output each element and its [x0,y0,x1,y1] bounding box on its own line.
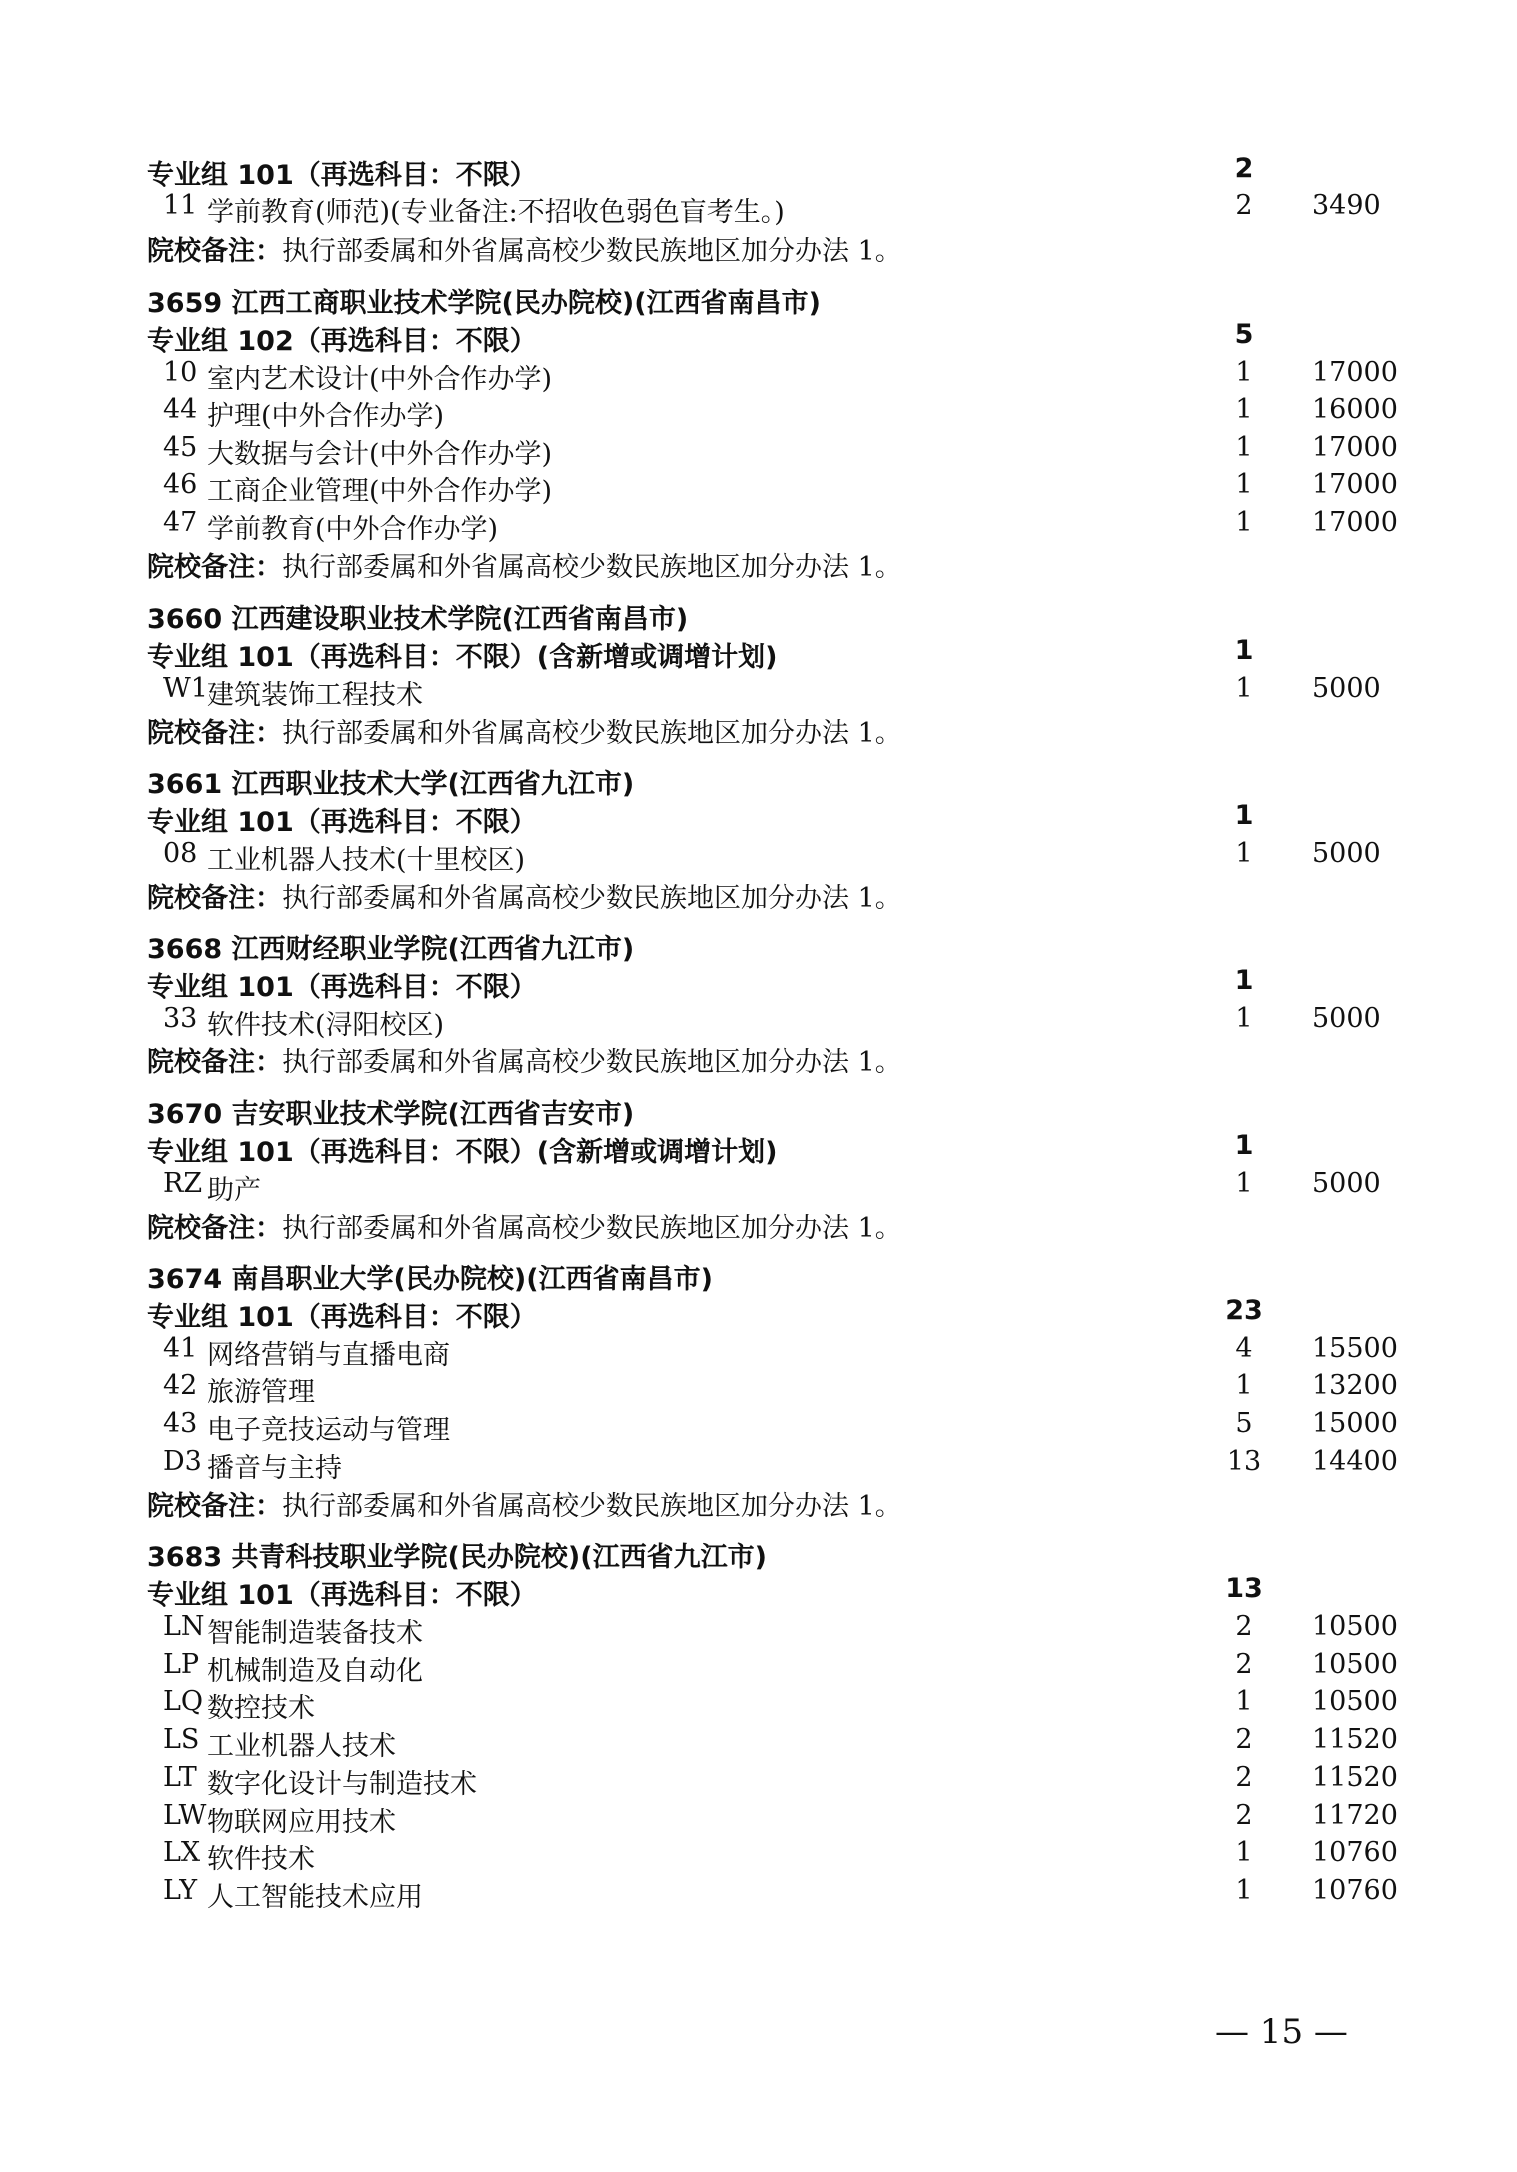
school-header [0,1092,1517,1130]
major-tuition: 5000 [1312,673,1381,704]
school-title: 3668 江西财经职业学院(江西省九江市) [147,934,635,965]
major-row [0,1762,1517,1800]
major-plan-count: 1 [1235,357,1253,388]
major-row [0,394,1517,432]
major-plan-count: 1 [1235,507,1253,538]
school-title: 3670 吉安职业技术学院(江西省吉安市) [147,1099,635,1130]
major-code: 11 [163,190,198,221]
major-row [0,1408,1517,1446]
remark-label: 院校备注： [147,1491,282,1522]
school-title: 3659 江西工商职业技术学院(民办院校)(江西省南昌市) [147,288,821,319]
major-code: LT [163,1762,197,1793]
major-code: 42 [163,1370,198,1401]
remark-line [147,1206,902,1245]
school-remark [0,1484,1517,1522]
group-title: 专业组 101（再选科目：不限）(含新增或调增计划) [147,1137,778,1168]
school-title: 3660 江西建设职业技术学院(江西省南昌市) [147,604,689,635]
major-plan-count: 2 [1235,1649,1253,1680]
group-title: 专业组 101（再选科目：不限） [147,972,537,1003]
school-header [0,597,1517,635]
major-name: 旅游管理 [207,1377,315,1408]
remark-line [147,711,902,750]
remark-label: 院校备注： [147,883,282,914]
major-row [0,1003,1517,1041]
major-tuition: 11520 [1312,1762,1398,1793]
remark-label: 院校备注： [147,552,282,583]
major-name: 大数据与会计(中外合作办学) [207,439,553,470]
major-row [0,1333,1517,1371]
major-plan-count: 1 [1235,1003,1253,1034]
remark-label: 院校备注： [147,1047,282,1078]
major-name: 人工智能技术应用 [207,1882,423,1913]
major-name: 电子竞技运动与管理 [207,1415,450,1446]
major-name: 物联网应用技术 [207,1807,396,1838]
major-code: 44 [163,394,198,425]
major-tuition: 11520 [1312,1724,1398,1755]
group-plan-count: 1 [1234,635,1254,666]
major-row [0,1875,1517,1913]
school-title: 3661 江西职业技术大学(江西省九江市) [147,769,635,800]
major-group-row [0,153,1517,191]
remark-label: 院校备注： [147,1213,282,1244]
major-plan-count: 4 [1235,1333,1253,1364]
school-title: 3674 南昌职业大学(民办院校)(江西省南昌市) [147,1264,713,1295]
school-remark [0,1206,1517,1244]
major-name: 学前教育(师范)(专业备注:不招收色弱色盲考生。) [207,197,785,228]
major-code: 33 [163,1003,198,1034]
major-group-row [0,1573,1517,1611]
group-title: 专业组 101（再选科目：不限） [147,1580,537,1611]
school-header [0,762,1517,800]
group-plan-count: 13 [1225,1573,1263,1604]
group-plan-count: 2 [1234,153,1254,184]
major-group-row [0,1295,1517,1333]
major-code: LP [163,1649,200,1680]
school-header [0,281,1517,319]
major-plan-count: 1 [1235,838,1253,869]
major-group-row [0,800,1517,838]
major-name: 机械制造及自动化 [207,1656,423,1687]
major-group-row [0,1130,1517,1168]
major-name: 数字化设计与制造技术 [207,1769,477,1800]
major-name: 智能制造装备技术 [207,1618,423,1649]
major-tuition: 5000 [1312,1003,1381,1034]
group-plan-count: 1 [1234,965,1254,996]
school-remark [0,229,1517,267]
school-remark [0,711,1517,749]
major-code: LQ [163,1686,204,1717]
major-row [0,1837,1517,1875]
remark-line [147,229,902,268]
remark-text: 执行部委属和外省属高校少数民族地区加分办法 1。 [282,236,902,267]
major-code: RZ [163,1168,203,1199]
major-tuition: 17000 [1312,357,1398,388]
major-tuition: 15500 [1312,1333,1398,1364]
major-row [0,190,1517,228]
major-code: 45 [163,432,198,463]
remark-label: 院校备注： [147,236,282,267]
major-code: LY [163,1875,198,1906]
remark-label: 院校备注： [147,718,282,749]
major-row [0,1446,1517,1484]
major-code: D3 [163,1446,202,1477]
major-name: 工业机器人技术 [207,1731,396,1762]
remark-text: 执行部委属和外省属高校少数民族地区加分办法 1。 [282,1213,902,1244]
major-code: 43 [163,1408,198,1439]
major-code: 10 [163,357,198,388]
school-header [0,1257,1517,1295]
major-plan-count: 2 [1235,1611,1253,1642]
remark-line [147,1040,902,1079]
major-plan-count: 1 [1235,673,1253,704]
major-plan-count: 1 [1235,432,1253,463]
major-plan-count: 13 [1226,1446,1262,1477]
major-name: 软件技术(浔阳校区) [207,1010,445,1041]
group-title: 专业组 102（再选科目：不限） [147,326,537,357]
major-row [0,1649,1517,1687]
major-plan-count: 1 [1235,394,1253,425]
school-header [0,927,1517,965]
major-tuition: 11720 [1312,1800,1398,1831]
major-plan-count: 1 [1235,469,1253,500]
major-row [0,1611,1517,1649]
major-row [0,1370,1517,1408]
major-code: 46 [163,469,198,500]
major-name: 护理(中外合作办学) [207,401,445,432]
major-group-row [0,965,1517,1003]
group-title: 专业组 101（再选科目：不限） [147,160,537,191]
major-tuition: 13200 [1312,1370,1398,1401]
major-tuition: 10500 [1312,1686,1398,1717]
major-tuition: 15000 [1312,1408,1398,1439]
major-name: 数控技术 [207,1693,315,1724]
major-tuition: 17000 [1312,469,1398,500]
major-row [0,469,1517,507]
major-row [0,838,1517,876]
school-title: 3683 共青科技职业学院(民办院校)(江西省九江市) [147,1542,767,1573]
major-tuition: 3490 [1312,190,1381,221]
group-plan-count: 1 [1234,800,1254,831]
major-tuition: 16000 [1312,394,1398,425]
major-tuition: 14400 [1312,1446,1398,1477]
major-plan-count: 1 [1235,1837,1253,1868]
major-name: 学前教育(中外合作办学) [207,514,499,545]
major-code: W1 [163,673,208,704]
group-plan-count: 23 [1225,1295,1263,1326]
remark-line [147,545,902,584]
major-plan-count: 2 [1235,1724,1253,1755]
school-remark [0,1040,1517,1078]
major-code: 08 [163,838,198,869]
group-title: 专业组 101（再选科目：不限）(含新增或调增计划) [147,642,778,673]
major-row [0,1686,1517,1724]
major-tuition: 10760 [1312,1837,1398,1868]
remark-text: 执行部委属和外省属高校少数民族地区加分办法 1。 [282,883,902,914]
major-code: LS [163,1724,200,1755]
major-name: 工商企业管理(中外合作办学) [207,476,553,507]
major-code: LX [163,1837,201,1868]
major-tuition: 17000 [1312,432,1398,463]
major-name: 室内艺术设计(中外合作办学) [207,364,553,395]
major-plan-count: 2 [1235,190,1253,221]
major-tuition: 10500 [1312,1611,1398,1642]
major-row [0,432,1517,470]
remark-text: 执行部委属和外省属高校少数民族地区加分办法 1。 [282,1491,902,1522]
major-code: 41 [163,1333,198,1364]
major-row [0,1724,1517,1762]
group-title: 专业组 101（再选科目：不限） [147,807,537,838]
major-plan-count: 2 [1235,1800,1253,1831]
school-header [0,1535,1517,1573]
major-code: 47 [163,507,198,538]
major-plan-count: 1 [1235,1168,1253,1199]
remark-text: 执行部委属和外省属高校少数民族地区加分办法 1。 [282,1047,902,1078]
major-name: 建筑装饰工程技术 [207,680,423,711]
remark-text: 执行部委属和外省属高校少数民族地区加分办法 1。 [282,552,902,583]
major-plan-count: 1 [1235,1875,1253,1906]
major-tuition: 10500 [1312,1649,1398,1680]
major-code: LW [163,1800,207,1831]
major-row [0,507,1517,545]
major-group-row [0,635,1517,673]
page-number: — 15 — [1215,2012,1348,2052]
major-name: 播音与主持 [207,1453,342,1484]
major-plan-count: 1 [1235,1370,1253,1401]
major-row [0,1168,1517,1206]
major-code: LN [163,1611,205,1642]
major-name: 网络营销与直播电商 [207,1340,450,1371]
remark-line [147,876,902,915]
major-row [0,357,1517,395]
major-plan-count: 5 [1235,1408,1253,1439]
major-plan-count: 1 [1235,1686,1253,1717]
group-plan-count: 5 [1234,319,1254,350]
major-plan-count: 2 [1235,1762,1253,1793]
major-tuition: 5000 [1312,1168,1381,1199]
major-group-row [0,319,1517,357]
major-row [0,1800,1517,1838]
remark-text: 执行部委属和外省属高校少数民族地区加分办法 1。 [282,718,902,749]
major-name: 软件技术 [207,1844,315,1875]
major-name: 助产 [207,1175,261,1206]
major-tuition: 17000 [1312,507,1398,538]
major-tuition: 5000 [1312,838,1381,869]
major-tuition: 10760 [1312,1875,1398,1906]
group-plan-count: 1 [1234,1130,1254,1161]
major-row [0,673,1517,711]
remark-line [147,1484,902,1523]
major-name: 工业机器人技术(十里校区) [207,845,526,876]
group-title: 专业组 101（再选科目：不限） [147,1302,537,1333]
school-remark [0,876,1517,914]
school-remark [0,545,1517,583]
